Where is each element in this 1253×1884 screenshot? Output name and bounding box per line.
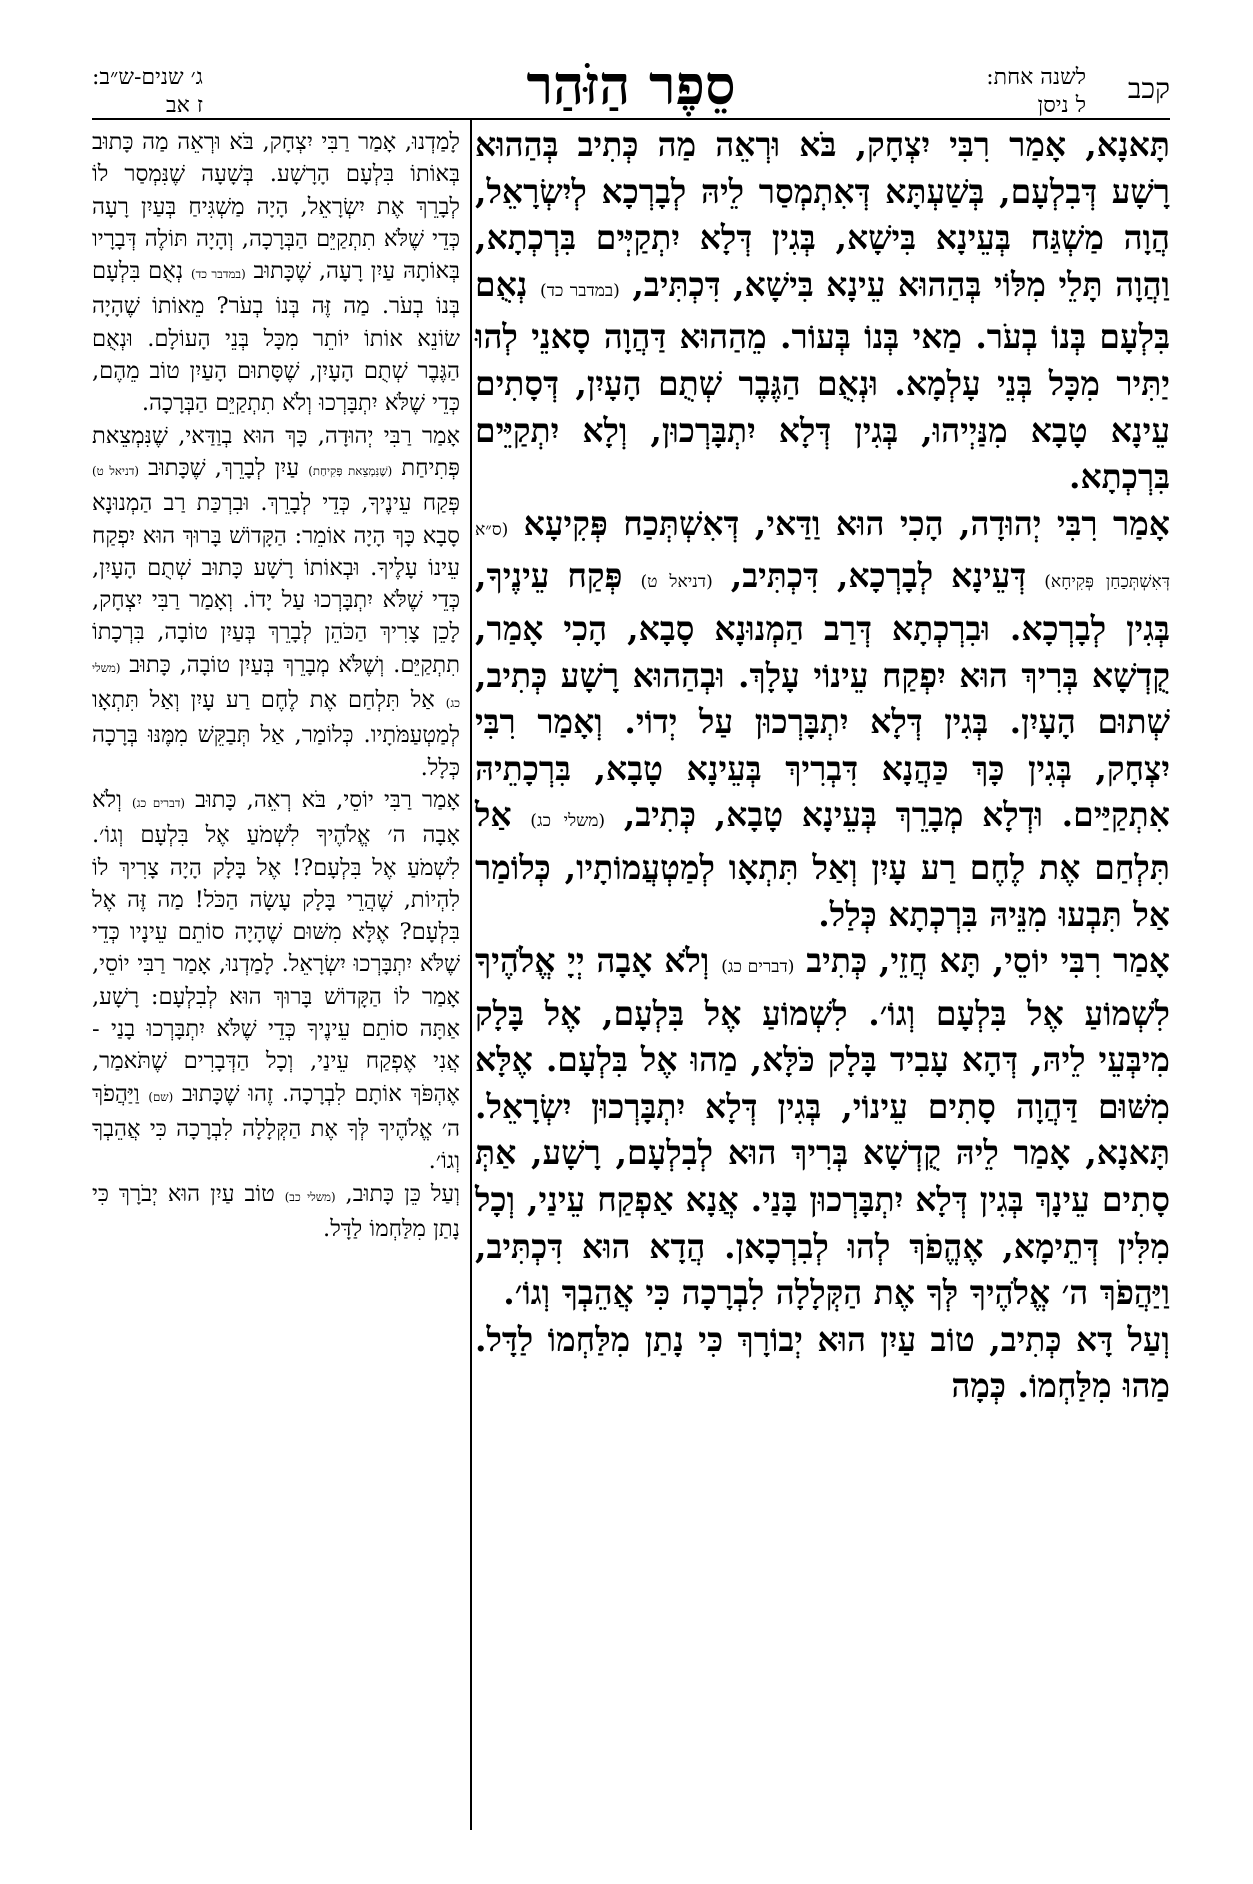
page-header xyxy=(92,52,1170,122)
source-ref: (משלי כב) xyxy=(284,1189,336,1204)
source-ref: (משלי כג) xyxy=(92,660,460,711)
book-title: סֵפֶר הַזֹּהַר xyxy=(526,53,736,117)
reading-schedule-three-years xyxy=(92,64,203,120)
source-ref: (דניאל ט) xyxy=(640,572,713,593)
source-ref: (במדבר כד) xyxy=(191,267,246,282)
variant-ref: (ס״א דְּאִשְׁתְּכַחַן פְּקִיחָא) xyxy=(475,519,1170,593)
source-ref: (דברים כג) xyxy=(132,795,185,810)
main-aramaic-column xyxy=(475,122,1170,1410)
main-paragraph-4: וְעַל דָּא כְּתִיב, טוֹב עַיִן הוּא יְבוֹרָךְ כִּי נָתַן מִלַּחְמוֹ לַדָּל. מַהוּ מִלַּחְמוֹ. כְּמָה xyxy=(475,1319,1170,1406)
schedule-label-3y: ג׳ שנים-ש״ב: xyxy=(92,65,203,90)
main-paragraph-3: אָמַר רִבִּי יוֹסֵי, תָּא חֲזֵי, כְּתִיב (דברים כג) וְלֹא אָבָה יְיָ אֱלֹהֶיךָ לִשְׁמוֹעַ אֶל בִּלְעָם וְגוֹ׳. לִשְׁמוֹעַ אֶל בִּלְעָם, אֶל בָּלָק מִיבְּעֵי לֵיהּ, דְּהָא עָבִיד בָּלָק כֹּלָּא, מַהוּ אֶל בִּלְעָם. אֶלָּא מִשּׁוּם דַּהֲוָה סָתִים עֵינוֹי, בְּגִין דְּלָא יִתְבָּרְכוּן יִשְׂרָאֵל. תָּאנָא, אָמַר לֵיהּ קֻדְשָׁא בְּרִיךְ הוּא לְבִלְעָם, רָשָׁע, אַתְּ סָתִים עֵינָךְ בְּגִין דְּלָא יִתְבָּרְכוּן בָּנַי. אֲנָא אַפְקַח עֵינַי, וְכָל מִלִּין דְּתֵימָא, אֶהֱפֹךְ לְהוּ לְבִרְכָאן. הֲדָא הוּא דִּכְתִּיב, וַיַּהֲפֹךְ ה׳ אֱלֹהֶיךָ לְּךָ אֶת הַקְּלָלָה לִבְרָכָה כִּי אֲהֵבְךָ וְגוֹ׳. xyxy=(475,941,1170,1313)
hebrew-translation-column xyxy=(92,126,460,1245)
source-ref: (דברים כג) xyxy=(721,957,795,978)
main-paragraph-1: תָּאנָא, אָמַר רִבִּי יִצְחָק, בֹּא וּרְאֵה מַה כְּתִיב בְּהַהוּא רָשָׁע דְּבִלְעָם, בְּשַׁעְתָּא דְּאִתְמְסַר לֵיהּ לְבָרְכָא לְיִשְׂרָאֵל, הֲוָה מַשְׁגַּח בְּעֵינָא בִּישָׁא, בְּגִין דְּלָא יִתְקַיְּים בִּרְכְתָא, וַהֲוָה תָּלֵי מִלּוֹי בְּהַהוּא עֵינָא בִּישָׁא, דִּכְתִּיב, (במדבר כד) נְאֻם בִּלְעָם בְּנוֹ בְעֹר. מַאי בְּנוֹ בְּעוֹר. מֵהַהוּא דַּהֲוָה סָאנֵי לְהוּ יַתִּיר מִכָּל בְּנֵי עָלְמָא. וּנְאֻם הַגֶּבֶר שְׁתֻם הָעָיִן, דְּסָתִים עֵינָא טָבָא מִנַּיְיהוּ, בְּגִין דְּלָא יִתְבָּרְכוּן, וְלָא יִתְקַיֵּים בִּרְכְתָא. xyxy=(475,125,1170,497)
side-paragraph-3: אָמַר רַבִּי יוֹסֵי, בֹּא רְאֵה, כָּתוּב (דברים כג) וְלֹא אָבָה ה׳ אֱלֹהֶיךָ לִשְׁמֹעַ אֶל בִּלְעָם וְגוֹ׳. לִשְׁמֹעַ אֶל בִּלְעָם?! אֶל בָּלָק הָיָה צָרִיךְ לוֹ לִהְיוֹת, שֶׁהֲרֵי בָּלָק עָשָׂה הַכֹּל! מַה זֶּה אֶל בִּלְעָם? אֶלָּא מִשּׁוּם שֶׁהָיָה סוֹתֵם עֵינָיו כְּדֵי שֶׁלֹּא יִתְבָּרְכוּ יִשְׂרָאֵל. לָמַדְנוּ, אָמַר רַבִּי יוֹסֵי, אָמַר לוֹ הַקָּדוֹשׁ בָּרוּךְ הוּא לְבִלְעָם: רָשָׁע, אַתָּה סוֹתֵם עֵינֶיךָ כְּדֵי שֶׁלֹּא יִתְבָּרְכוּ בָנַי - אֲנִי אֶפְקַח עֵינַי, וְכָל הַדְּבָרִים שֶׁתֹּאמַר, אֶהְפֹּךְ אוֹתָם לִבְרָכָה. זֶהוּ שֶׁכָּתוּב (שם) וַיַּהֲפֹךְ ה׳ אֱלֹהֶיךָ לְּךָ אֶת הַקְּלָלָה לִבְרָכָה כִּי אֲהֵבְךָ וְגוֹ׳. xyxy=(92,786,461,1175)
source-ref: (במדבר כד) xyxy=(540,280,620,301)
variant-ref: (שֶׁנִּמְצֵאת פְּקִיחַת) xyxy=(308,463,393,478)
page-number: קכב xyxy=(1127,72,1170,105)
main-paragraph-2: אָמַר רִבִּי יְהוּדָה, הָכִי הוּא וַדַּאי, דְּאִשְׁתְּכַח פְּקִיעָא (ס״א דְּאִשְׁתְּכַחַן פְּקִיחָא) דְּעֵינָא לְבָרְכָא, דִּכְתִּיב, (דניאל ט) פְּקַח עֵינֶיךָ, בְּגִין לְבָרְכָא. וּבִרְכְתָא דְּרַב הַמְנוּנָא סָבָא, הָכִי אָמַר, קֻדְשָׁא בְּרִיךְ הוּא יִפְקַח עֵינוֹי עָלָךְ. וּבְהַהוּא רָשָׁע כְּתִיב, שְׁתוּם הָעָיִן. בְּגִין דְּלָא יִתְבָּרְכוּן עַל יְדוֹי. וְאָמַר רִבִּי יִצְחָק, בְּגִין כָּךְ כַּהֲנָא דִּבְרִיךְ בְּעֵינָא טָבָא, בִּרְכָתֵיהּ אִתְקַיַּים. וּדְלָא מְבָרֵךְ בְּעֵינָא טָבָא, כְּתִיב, (משלי כג) אַל תִּלְחַם אֶת לֶחֶם רַע עָיִן וְאַל תִּתְאָו לְמַטְעֲמוֹתָיו, כְּלוֹמַר אַל תִּבְעוּ מִנֵּיהּ בִּרְכְתָא כְּלַל. xyxy=(475,503,1170,934)
column-divider xyxy=(470,120,472,1830)
side-paragraph-1: לָמַדְנוּ, אָמַר רַבִּי יִצְחָק, בֹּא וּרְאֵה מַה כָּתוּב בְּאוֹתוֹ בִּלְעָם הָרָשָׁע. בְּשָׁעָה שֶׁנִּמְסַר לוֹ לְבָרֵךְ אֶת יִשְׂרָאֵל, הָיָה מַשְׁגִּיחַ בְּעַיִן רָעָה כְּדֵי שֶׁלֹּא תִתְקַיֵּם הַבְּרָכָה, וְהָיָה תּוֹלֶה דְּבָרָיו בְּאוֹתָהּ עַיִן רָעָה, שֶׁכָּתוּב (במדבר כד) נְאֻם בִּלְעָם בְּנוֹ בְעֹר. מַה זֶּה בְּנוֹ בְעֹר? מֵאוֹתוֹ שֶׁהָיָה שׂוֹנֵא אוֹתוֹ יוֹתֵר מִכָּל בְּנֵי הָעוֹלָם. וּנְאֻם הַגֶּבֶר שְׁתֻם הָעָיִן, שֶׁסָּתוּם הָעַיִן טוֹב מֵהֶם, כְּדֵי שֶׁלֹּא יִתְבָּרְכוּ וְלֹא תִתְקַיֵּם הַבְּרָכָה. xyxy=(92,129,460,417)
schedule-label: לשנה אחת: xyxy=(986,65,1086,90)
side-paragraph-2: אָמַר רַבִּי יְהוּדָה, כָּךְ הוּא בְוַדַּאי, שֶׁנִּמְצֵאת פְּתִיחַת (שֶׁנִּמְצֵאת פְּקִיחַת) עַיִן לְבָרֵךְ, שֶׁכָּתוּב (דניאל ט) פְּקַח עֵינֶיךָ, כְּדֵי לְבָרֵךְ. וּבִרְכַּת רַב הַמְנוּנָא סָבָא כָּךְ הָיָה אוֹמֵר: הַקָּדוֹשׁ בָּרוּךְ הוּא יִפְקַח עֵינוֹ עָלֶיךָ. וּבְאוֹתוֹ רָשָׁע כָּתוּב שְׁתֻם הָעָיִן, כְּדֵי שֶׁלֹּא יִתְבָּרְכוּ עַל יָדוֹ. וְאָמַר רַבִּי יִצְחָק, לָכֵן צָרִיךְ הַכֹּהֵן לְבָרֵךְ בְּעַיִן טוֹבָה, בִּרְכָתוֹ תִתְקַיֵּם. וְשֶׁלֹּא מְבָרֵךְ בְּעַיִן טוֹבָה, כָּתוּב (משלי כג) אַל תִּלְחַם אֶת לֶחֶם רַע עָיִן וְאַל תִּתְאָו לְמַטְעַמֹּתָיו. כְּלוֹמַר, אַל תְּבַקֵּשׁ מִמֶּנּוּ בְּרָכָה כְּלָל. xyxy=(92,422,461,781)
source-ref: (דניאל ט) xyxy=(92,463,140,478)
header-rule xyxy=(92,118,1170,120)
source-ref: (שם) xyxy=(148,1089,174,1104)
side-paragraph-4: וְעַל כֵּן כָּתוּב, (משלי כב) טוֹב עַיִן הוּא יְבֹרָךְ כִּי נָתַן מִלַּחְמוֹ לַדָּל. xyxy=(92,1180,460,1242)
schedule-date: ל ניסן xyxy=(1037,93,1086,118)
source-ref: (משלי כג) xyxy=(530,811,606,832)
schedule-date-3y: ז אב xyxy=(166,93,203,118)
